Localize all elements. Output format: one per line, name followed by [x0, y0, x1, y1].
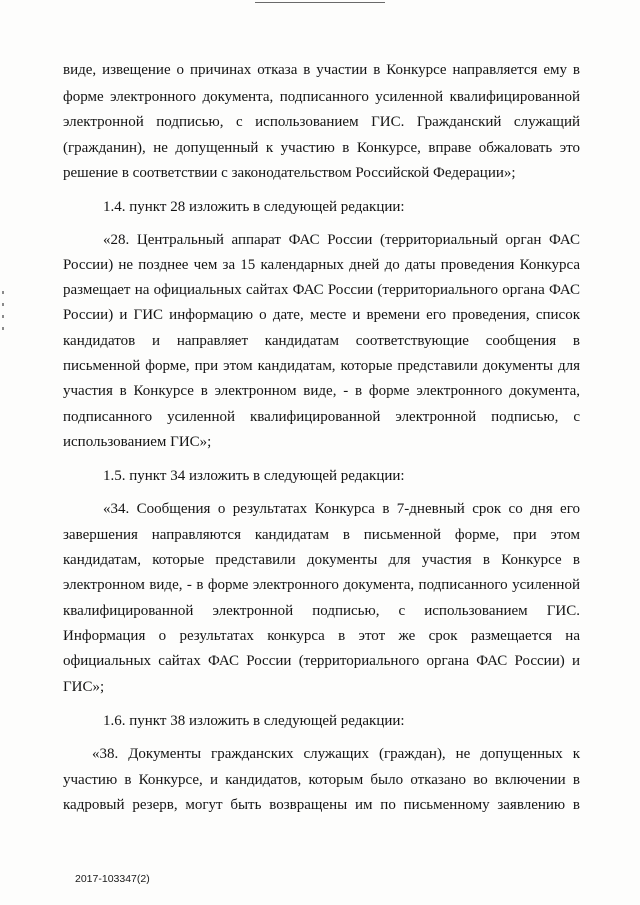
text-line: России) и ГИС информацию о дате, месте и времени его проведения, список	[63, 307, 580, 323]
text-line: форме электронного документа, подписанного усиленной квалифицированной	[63, 89, 580, 105]
text-line: 1.5. пункт 34 изложить в следующей редакции:	[103, 468, 405, 484]
text-line: электронной подписью, с использованием ГИС. Гражданский служащий	[63, 114, 580, 130]
text-line: использованием ГИС»;	[63, 434, 212, 450]
text-line: кандидатам, которые представили документы для участия в Конкурсе в	[63, 552, 580, 568]
text-line: подписанного усиленной квалифицированной электронной подписью, с	[63, 409, 580, 425]
text-line: Информация о результатах конкурса в этот же срок размещается на	[63, 628, 580, 644]
text-line: 1.4. пункт 28 изложить в следующей редакции:	[103, 199, 405, 215]
text-line: письменной форме, при этом кандидатам, которые представили документы для	[63, 358, 580, 374]
top-scan-rule	[255, 2, 385, 3]
scan-mark	[2, 303, 4, 306]
text-line: кадровый резерв, могут быть возвращены им по письменному заявлению в	[63, 797, 580, 813]
text-line: официальных сайтах ФАС России (территориального органа ФАС России) и	[63, 653, 580, 669]
scan-mark	[2, 315, 4, 318]
text-line: квалифицированной электронной подписью, с использованием ГИС.	[63, 603, 580, 619]
text-line: ГИС»;	[63, 679, 105, 695]
text-line: (гражданин), не допущенный к участию в Конкурсе, вправе обжаловать это	[63, 140, 580, 156]
text-line: размещает на официальных сайтах ФАС России (территориального органа ФАС	[63, 282, 580, 298]
text-line: завершения направляются кандидатам в письменной форме, при этом	[63, 527, 580, 543]
document-number: 2017-103347(2)	[75, 873, 150, 885]
text-line: участия в Конкурсе в электронном виде, - в форме электронного документа,	[63, 383, 580, 399]
scan-mark	[2, 291, 4, 294]
text-line: кандидатов и направляет кандидатам соответствующие сообщения в	[63, 333, 580, 349]
text-line: «34. Сообщения о результатах Конкурса в 7-дневный срок со дня его	[103, 501, 580, 517]
scan-mark	[2, 327, 4, 330]
text-line: «28. Центральный аппарат ФАС России (территориальный орган ФАС	[103, 232, 580, 248]
text-line: электронном виде, - в форме электронного документа, подписанного усиленной	[63, 577, 580, 593]
text-line: «38. Документы гражданских служащих (граждан), не допущенных к	[92, 746, 580, 762]
text-line: решение в соответствии с законодательством Российской Федерации»;	[63, 165, 516, 181]
text-line: виде, извещение о причинах отказа в участии в Конкурсе направляется ему в	[63, 62, 580, 78]
text-line: участию в Конкурсе, и кандидатов, которым было отказано во включении в	[63, 772, 580, 788]
text-line: России) не позднее чем за 15 календарных дней до даты проведения Конкурса	[63, 257, 580, 273]
text-line: 1.6. пункт 38 изложить в следующей редакции:	[103, 713, 405, 729]
